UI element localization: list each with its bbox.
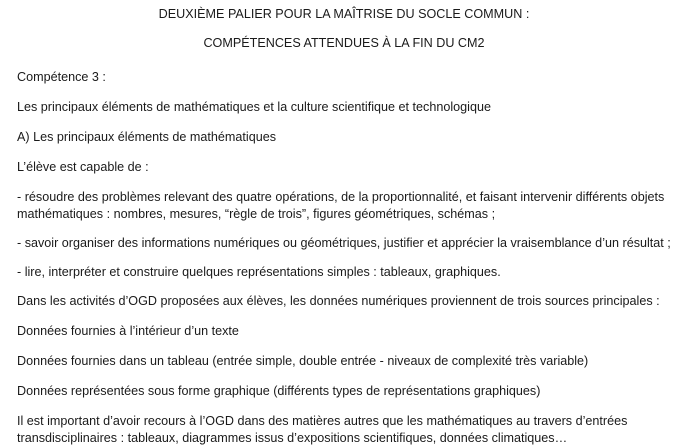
domain-heading: Les principaux éléments de mathématiques et la culture scientifique et technologique (17, 100, 491, 114)
document-title-line-2: COMPÉTENCES ATTENDUES À LA FIN DU CM2 (203, 36, 485, 50)
list-item: - lire, interpréter et construire quelques représentations simples : tableaux, graphiques. (17, 265, 501, 279)
ogd-intro-text: Dans les activités d’OGD proposées aux élèves, les données numériques proviennent de trois sources principales : (17, 294, 660, 308)
list-item: - résoudre des problèmes relevant des quatre opérations, de la proportionnalité, et faisant intervenir différents objets mathématiques : nombres, mesures, “règle de trois”, figures géométriques, schémas ; (17, 190, 665, 221)
source-item: Données fournies dans un tableau (entrée simple, double entrée - niveaux de complexité très variable) (17, 354, 589, 368)
competence-label: Compétence 3 : (17, 70, 106, 84)
source-item: Données fournies à l’intérieur d’un texte (17, 324, 239, 338)
intro-text: L’élève est capable de : (17, 160, 149, 174)
document-title-line-1: DEUXIÈME PALIER POUR LA MAÎTRISE DU SOCLE COMMUN : (158, 7, 530, 21)
source-item: Données représentées sous forme graphique (différents types de représentations graphiques) (17, 384, 541, 398)
list-item: - savoir organiser des informations numériques ou géométriques, justifier et apprécier la vraisemblance d’un résultat ; (17, 236, 671, 250)
section-heading: A) Les principaux éléments de mathématiques (17, 130, 277, 144)
conclusion-text: Il est important d’avoir recours à l’OGD dans des matières autres que les mathématiques au travers d’entrées transdisciplinaires : tableaux, diagrammes issus d’expositions scientifiques, données climatiques… (17, 414, 628, 445)
